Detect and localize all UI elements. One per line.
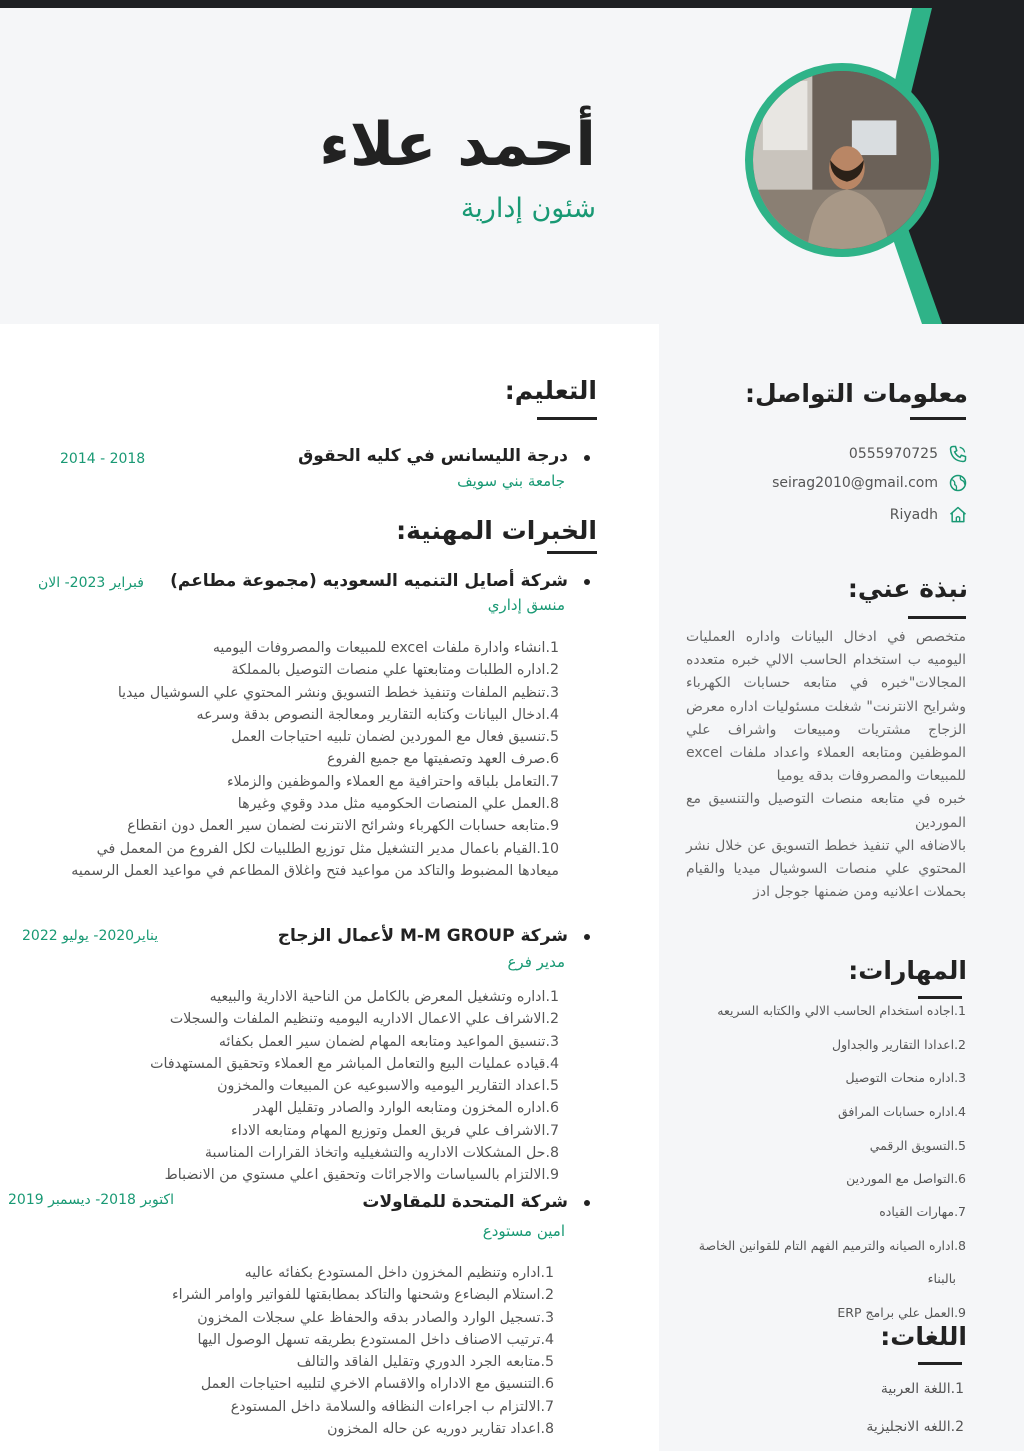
contact-location [890,504,968,526]
duty-item: 6.صرف العهد وتصفيتها مع جميع الفروع [326,751,559,768]
bullet [584,934,590,940]
skill-item-continuation: بالبناء [927,1271,956,1286]
duty-item: 4.ترتيب الاصناف داخل المستودع بطريقه تسهل الوصول اليها [197,1331,554,1348]
top-bar [0,0,1024,8]
job-dates: يناير2020- يوليو 2022 [22,928,159,944]
job-duties [39,637,559,882]
language-item: 1.اللغة العربية [880,1381,964,1397]
skill-item: 3.اداره منحات التوصيل [845,1070,966,1085]
duty-item: 3.تسجيل الوارد والصادر بدقه والحفاظ علي سجلات المخزون [197,1309,554,1326]
duty-item: 1.اداره وتنظيم المخزون داخل المستودع بكفائه عاليه [244,1265,554,1281]
about-title: نبذة عني: [847,574,968,603]
job-duties [39,986,559,1187]
duty-item: 6.اداره المخزون ومتابعه الوارد والصادر وتقليل الهدر [253,1100,559,1117]
experience-title-underline [547,551,597,554]
about-text [686,626,966,904]
job-dates: اكتوبر 2018- ديسمبر 2019 [8,1192,174,1208]
duty-item: 9.الالتزام بالسياسات والاجرائات وتحقيق اعلي مستوي من الانضباط [164,1167,559,1184]
skill-item: 1.اجاده استخدام الحاسب الالي والكتابه السريعه [717,1003,966,1018]
skills-title: المهارات: [848,956,967,985]
duty-item: 3.تنظيم الملفات وتنفيذ خطط التسويق ونشر المحتوي علي السوشيال ميديا [117,684,559,701]
job-position: امين مستودع [482,1222,565,1240]
education-title-underline [537,417,597,420]
job-company: شركة المتحدة للمقاولات [362,1192,568,1212]
duty-item: 6.التنسيق مع الاداراه والاقسام الاخري لتلبيه احتياجات العمل [200,1376,554,1393]
bullet [584,579,590,585]
skill-item: 5.التسويق الرقمي [869,1138,966,1153]
duty-item: 3.تنسيق المواعيد ومتابعه المهام لضمان سير العمل بكفائه [218,1033,559,1050]
contact-title-underline [910,417,966,420]
university-name: جامعة بني سويف [457,472,565,490]
skill-item: 8.اداره الصيانه والترميم الفهم التام للقوانين الخاصة [698,1238,966,1253]
skill-item: 7.مهارات القياده [879,1204,966,1219]
bullet [584,1200,590,1206]
duty-item: 4.قياده عمليات البيع والتعامل المباشر مع العملاء وتحقيق المستهدفات [150,1055,559,1072]
duty-item: 4.ادخال البيانات وكتابه التقارير ومعالجة النصوص بدقة وسرعه [196,706,559,723]
duty-item: 5.اعداد التقارير اليوميه والاسبوعيه عن المبيعات والمخزون [217,1078,559,1095]
contact-phone [849,443,968,465]
globe-icon [948,473,968,493]
duty-item: 2.استلام البضاءع وشحنها والتاكد بمطابقتها للفواتير واوامر الشراء [171,1287,554,1304]
job-duties [34,1262,554,1440]
phone-icon [948,444,968,464]
email-address: seirag2010@gmail.com [772,475,938,491]
degree-title: درجة الليسانس في كليه الحقوق [298,446,568,466]
education-title: التعليم: [504,376,597,405]
duty-item: 8.اعداد تقارير دوريه عن حاله المخزون [327,1421,554,1438]
skill-item: 6.التواصل مع الموردين [846,1171,966,1186]
skills-title-underline [918,996,962,999]
skill-item: 4.اداره حسابات المرافق [838,1104,966,1119]
person-name: أحمد علاء [319,110,596,180]
job-position: منسق إداري [487,596,565,614]
about-paragraph: خبره في متابعه منصات التوصيل والتنسيق مع الموردين [686,791,966,831]
duty-item: 2.اداره الطلبات ومتابعتها علي منصات التوصيل بالمملكة [231,662,559,679]
phone-number: 0555970725 [848,446,938,462]
duty-item: 10.القيام باعمال مدير التشغيل مثل توزيع الطلبيات لكل الفروع من المعمل في ميعادها المضبوط والتاكد من مواعيد فتح واغلاق المطاعم في مواعيد العمل الرسميه [71,840,559,879]
duty-item: 2.الاشراف علي الاعمال الاداريه اليوميه وتنظيم الملفات والسجلات [169,1011,559,1028]
duty-item: 5.تنسيق فعال مع الموردين لضمان تلبيه احتياجات العمل [231,729,559,746]
experience-title: الخبرات المهنية: [396,516,597,545]
job-company: شركة أصايل التنميه السعوديه (مجموعة مطاعم) [170,571,568,591]
duty-item: 1.اداره وتشغيل المعرض بالكامل من الناحية الادارية والبيعيه [209,989,559,1005]
job-company: شركة M-M GROUP لأعمال الزجاج [277,926,568,946]
languages-title: اللغات: [880,1322,967,1351]
duty-item: 9.متابعه حسابات الكهرباء وشرائح الانترنت لضمان سير العمل دون انقطاع [127,818,559,835]
duty-item: 1.انشاء وادارة ملفات excel للمبيعات والمصروفات اليوميه [212,640,559,656]
skill-item: 9.العمل علي برامج ERP [837,1305,966,1320]
duty-item: 7.التعامل بلباقه واحترافية مع العملاء والموظفين والزملاء [226,773,559,790]
person-role: شئون إدارية [460,193,596,224]
contact-email [772,472,968,494]
about-title-underline [908,616,966,619]
profile-photo [745,63,939,257]
duty-item: 8.حل المشكلات الاداريه والتشغيليه واتخاذ القرارات المناسبة [204,1145,559,1162]
location: Riyadh [889,507,938,523]
job-dates: فبراير 2023- الان [38,575,144,591]
duty-item: 7.الالتزام ب اجراءات النظافه والسلامة داخل المستودع [230,1398,554,1415]
contact-title: معلومات التواصل: [744,379,968,408]
languages-title-underline [918,1362,962,1365]
about-paragraph: متخصص في ادخال البيانات واداره العمليات اليوميه ب استخدام الحاسب الالي خبره متعدده المجالات"خبره في متابعه حسابات الكهرباء وشرايح الانترنت" شغلت مسئوليات اداره معرض الزجاج مشتريات ومبيعات واشراف علي الموظفين ومتابعه العملاء واعداد ملفات excel للمبيعات والمصروفات بدقه يوميا [686,629,966,785]
bullet [584,455,590,461]
duty-item: 7.الاشراف علي فريق العمل وتوزيع المهام ومتابعه الاداء [231,1122,559,1139]
home-icon [948,505,968,525]
education-dates: 2014 - 2018 [60,451,146,467]
skill-item: 2.اعدادا التقارير والجداول [831,1037,966,1052]
duty-item: 5.متابعه الجرد الدوري وتقليل الفاقد والتالف [296,1354,554,1371]
about-paragraph: بالاضافه الي تنفيذ خطط التسويق عن خلال نشر المحتوي علي منصات السوشيال ميديا والقيام بحملات اعلانيه ومن ضمنها جوجل ادز [686,837,966,901]
language-item: 2.اللغه الانجليزية [866,1419,964,1435]
duty-item: 8.العمل علي المنصات الحكوميه مثل مدد وقوي وغيرها [237,796,559,813]
job-position: مدير فرع [507,953,565,971]
